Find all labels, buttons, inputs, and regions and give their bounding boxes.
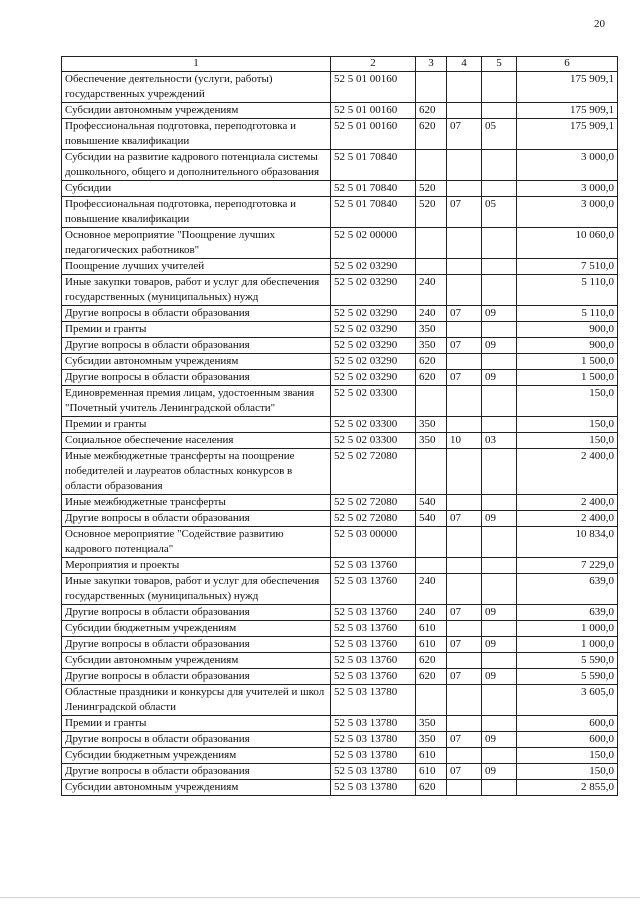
row-col5-cell: 09	[482, 764, 517, 780]
row-code-cell: 52 5 03 13780	[331, 748, 416, 764]
row-name-cell: Премии и гранты	[62, 417, 331, 433]
row-name-cell: Основное мероприятие "Содействие развитию кадрового потенциала"	[62, 527, 331, 558]
row-amount-cell: 600,0	[517, 732, 618, 748]
table-row	[62, 181, 618, 197]
row-name-cell: Другие вопросы в области образования	[62, 732, 331, 748]
row-col4-cell	[447, 653, 482, 669]
row-code-cell: 52 5 03 13760	[331, 621, 416, 637]
row-name-cell: Другие вопросы в области образования	[62, 669, 331, 685]
row-col3-cell	[416, 527, 447, 558]
row-amount-cell: 150,0	[517, 386, 618, 417]
row-col5-cell	[482, 72, 517, 103]
table-row	[62, 259, 618, 275]
header-col-6: 6	[517, 57, 618, 72]
row-col5-cell	[482, 228, 517, 259]
table-row	[62, 669, 618, 685]
row-col5-cell	[482, 716, 517, 732]
row-col5-cell	[482, 354, 517, 370]
row-code-cell: 52 5 02 72080	[331, 495, 416, 511]
row-col4-cell	[447, 322, 482, 338]
row-col4-cell	[447, 181, 482, 197]
row-code-cell: 52 5 02 03290	[331, 370, 416, 386]
row-col4-cell	[447, 527, 482, 558]
header-col-2: 2	[331, 57, 416, 72]
row-code-cell: 52 5 02 03290	[331, 338, 416, 354]
table-row	[62, 574, 618, 605]
row-name-cell: Основное мероприятие "Поощрение лучших педагогических работников"	[62, 228, 331, 259]
row-col4-cell	[447, 558, 482, 574]
table-row	[62, 653, 618, 669]
row-amount-cell: 1 000,0	[517, 621, 618, 637]
row-name-cell: Субсидии автономным учреждениям	[62, 780, 331, 796]
row-col3-cell: 610	[416, 621, 447, 637]
row-col4-cell: 07	[447, 669, 482, 685]
row-col3-cell: 620	[416, 119, 447, 150]
row-code-cell: 52 5 03 13780	[331, 732, 416, 748]
row-col4-cell	[447, 716, 482, 732]
row-col5-cell	[482, 495, 517, 511]
row-amount-cell: 175 909,1	[517, 103, 618, 119]
row-col4-cell	[447, 574, 482, 605]
row-code-cell: 52 5 03 13760	[331, 605, 416, 621]
row-col5-cell	[482, 527, 517, 558]
row-code-cell: 52 5 02 03290	[331, 306, 416, 322]
row-col5-cell: 09	[482, 511, 517, 527]
page-number: 20	[594, 18, 605, 30]
row-amount-cell: 900,0	[517, 338, 618, 354]
row-col4-cell: 07	[447, 511, 482, 527]
row-name-cell: Субсидии автономным учреждениям	[62, 103, 331, 119]
row-col5-cell	[482, 621, 517, 637]
row-col3-cell: 350	[416, 417, 447, 433]
row-amount-cell: 5 110,0	[517, 306, 618, 322]
row-name-cell: Единовременная премия лицам, удостоенным звания "Почетный учитель Ленинградской области"	[62, 386, 331, 417]
table-row	[62, 732, 618, 748]
row-col5-cell	[482, 653, 517, 669]
row-col5-cell	[482, 259, 517, 275]
row-amount-cell: 5 590,0	[517, 653, 618, 669]
table-row	[62, 621, 618, 637]
row-amount-cell: 2 855,0	[517, 780, 618, 796]
row-amount-cell: 3 605,0	[517, 685, 618, 716]
row-name-cell: Субсидии бюджетным учреждениям	[62, 621, 331, 637]
header-col-4: 4	[447, 57, 482, 72]
row-amount-cell: 1 000,0	[517, 637, 618, 653]
row-code-cell: 52 5 01 00160	[331, 103, 416, 119]
row-amount-cell: 150,0	[517, 764, 618, 780]
row-col5-cell	[482, 150, 517, 181]
row-col3-cell: 350	[416, 338, 447, 354]
row-col3-cell	[416, 685, 447, 716]
row-col5-cell: 05	[482, 197, 517, 228]
table-row	[62, 511, 618, 527]
row-name-cell: Другие вопросы в области образования	[62, 370, 331, 386]
row-amount-cell: 5 590,0	[517, 669, 618, 685]
row-name-cell: Субсидии автономным учреждениям	[62, 354, 331, 370]
table-row	[62, 716, 618, 732]
table-row	[62, 338, 618, 354]
row-name-cell: Обеспечение деятельности (услуги, работы) государственных учреждений	[62, 72, 331, 103]
header-col-5: 5	[482, 57, 517, 72]
row-col5-cell	[482, 103, 517, 119]
row-col3-cell: 540	[416, 511, 447, 527]
row-code-cell: 52 5 02 03300	[331, 417, 416, 433]
row-col5-cell	[482, 780, 517, 796]
row-col5-cell	[482, 386, 517, 417]
row-col5-cell	[482, 275, 517, 306]
row-col4-cell	[447, 150, 482, 181]
table-row	[62, 322, 618, 338]
row-amount-cell: 10 060,0	[517, 228, 618, 259]
table-row	[62, 764, 618, 780]
row-col5-cell: 09	[482, 732, 517, 748]
row-code-cell: 52 5 03 13780	[331, 764, 416, 780]
row-name-cell: Иные закупки товаров, работ и услуг для обеспечения государственных (муниципальных) нужд	[62, 275, 331, 306]
table-row	[62, 605, 618, 621]
row-col3-cell: 610	[416, 764, 447, 780]
table-header-row	[62, 57, 618, 72]
row-col3-cell: 540	[416, 495, 447, 511]
row-col5-cell: 09	[482, 306, 517, 322]
row-col5-cell	[482, 574, 517, 605]
row-col4-cell	[447, 72, 482, 103]
row-col3-cell: 520	[416, 181, 447, 197]
row-col4-cell	[447, 354, 482, 370]
row-amount-cell: 150,0	[517, 748, 618, 764]
row-col4-cell: 07	[447, 197, 482, 228]
row-col5-cell	[482, 449, 517, 495]
row-name-cell: Премии и гранты	[62, 716, 331, 732]
row-amount-cell: 2 400,0	[517, 495, 618, 511]
row-col3-cell	[416, 449, 447, 495]
row-name-cell: Профессиональная подготовка, переподготовка и повышение квалификации	[62, 119, 331, 150]
row-col3-cell: 620	[416, 370, 447, 386]
row-col4-cell	[447, 228, 482, 259]
row-col4-cell: 07	[447, 119, 482, 150]
row-name-cell: Другие вопросы в области образования	[62, 338, 331, 354]
row-code-cell: 52 5 02 72080	[331, 449, 416, 495]
row-col4-cell: 10	[447, 433, 482, 449]
row-code-cell: 52 5 02 72080	[331, 511, 416, 527]
row-code-cell: 52 5 02 03290	[331, 354, 416, 370]
row-col5-cell	[482, 748, 517, 764]
row-amount-cell: 175 909,1	[517, 119, 618, 150]
row-amount-cell: 3 000,0	[517, 181, 618, 197]
table-row	[62, 275, 618, 306]
table-row	[62, 685, 618, 716]
row-name-cell: Другие вопросы в области образования	[62, 637, 331, 653]
row-col3-cell: 620	[416, 103, 447, 119]
row-col3-cell: 350	[416, 433, 447, 449]
row-code-cell: 52 5 03 13780	[331, 716, 416, 732]
row-name-cell: Субсидии автономным учреждениям	[62, 653, 331, 669]
row-code-cell: 52 5 02 03300	[331, 386, 416, 417]
table-row	[62, 103, 618, 119]
row-code-cell: 52 5 03 13760	[331, 574, 416, 605]
table-row	[62, 495, 618, 511]
row-col5-cell	[482, 322, 517, 338]
table-row	[62, 354, 618, 370]
row-amount-cell: 1 500,0	[517, 370, 618, 386]
row-col3-cell	[416, 72, 447, 103]
row-code-cell: 52 5 01 00160	[331, 119, 416, 150]
row-name-cell: Областные праздники и конкурсы для учителей и школ Ленинградской области	[62, 685, 331, 716]
row-amount-cell: 7 229,0	[517, 558, 618, 574]
row-name-cell: Мероприятия и проекты	[62, 558, 331, 574]
row-code-cell: 52 5 01 70840	[331, 197, 416, 228]
page-bottom-edge	[0, 897, 640, 898]
table-row	[62, 748, 618, 764]
row-code-cell: 52 5 01 70840	[331, 150, 416, 181]
row-name-cell: Субсидии на развитие кадрового потенциала системы дошкольного, общего и дополнительного образования	[62, 150, 331, 181]
table-row	[62, 449, 618, 495]
row-name-cell: Иные межбюджетные трансферты	[62, 495, 331, 511]
row-name-cell: Субсидии бюджетным учреждениям	[62, 748, 331, 764]
row-code-cell: 52 5 02 03290	[331, 259, 416, 275]
row-col5-cell: 09	[482, 338, 517, 354]
header-col-3: 3	[416, 57, 447, 72]
row-amount-cell: 10 834,0	[517, 527, 618, 558]
row-col3-cell: 240	[416, 275, 447, 306]
row-name-cell: Поощрение лучших учителей	[62, 259, 331, 275]
table-row	[62, 197, 618, 228]
row-col4-cell	[447, 259, 482, 275]
table-row	[62, 72, 618, 103]
header-col-1: 1	[62, 57, 331, 72]
budget-table	[61, 56, 618, 796]
row-code-cell: 52 5 03 13760	[331, 669, 416, 685]
row-col3-cell: 620	[416, 653, 447, 669]
row-col3-cell: 240	[416, 306, 447, 322]
row-name-cell: Социальное обеспечение населения	[62, 433, 331, 449]
row-col3-cell: 610	[416, 748, 447, 764]
row-col3-cell: 240	[416, 574, 447, 605]
row-col5-cell: 05	[482, 119, 517, 150]
row-col5-cell	[482, 417, 517, 433]
row-col4-cell	[447, 780, 482, 796]
row-name-cell: Другие вопросы в области образования	[62, 605, 331, 621]
row-col4-cell: 07	[447, 370, 482, 386]
row-code-cell: 52 5 03 13760	[331, 653, 416, 669]
row-col4-cell	[447, 417, 482, 433]
row-col5-cell: 03	[482, 433, 517, 449]
row-name-cell: Иные закупки товаров, работ и услуг для обеспечения государственных (муниципальных) нужд	[62, 574, 331, 605]
row-col3-cell	[416, 558, 447, 574]
row-col4-cell: 07	[447, 732, 482, 748]
row-col4-cell	[447, 495, 482, 511]
row-code-cell: 52 5 03 13760	[331, 637, 416, 653]
row-code-cell: 52 5 01 70840	[331, 181, 416, 197]
row-amount-cell: 1 500,0	[517, 354, 618, 370]
row-col5-cell	[482, 685, 517, 716]
row-code-cell: 52 5 01 00160	[331, 72, 416, 103]
row-col5-cell: 09	[482, 637, 517, 653]
row-col4-cell: 07	[447, 338, 482, 354]
row-amount-cell: 639,0	[517, 605, 618, 621]
row-col5-cell: 09	[482, 669, 517, 685]
row-code-cell: 52 5 02 00000	[331, 228, 416, 259]
row-col3-cell: 240	[416, 605, 447, 621]
row-amount-cell: 150,0	[517, 433, 618, 449]
row-amount-cell: 7 510,0	[517, 259, 618, 275]
row-col4-cell	[447, 275, 482, 306]
row-name-cell: Другие вопросы в области образования	[62, 306, 331, 322]
row-col5-cell: 09	[482, 370, 517, 386]
table-row	[62, 433, 618, 449]
row-col4-cell	[447, 621, 482, 637]
row-col5-cell	[482, 558, 517, 574]
row-amount-cell: 600,0	[517, 716, 618, 732]
table-row	[62, 119, 618, 150]
row-amount-cell: 900,0	[517, 322, 618, 338]
table-row	[62, 417, 618, 433]
row-col4-cell	[447, 449, 482, 495]
row-col5-cell	[482, 181, 517, 197]
table-row	[62, 228, 618, 259]
row-amount-cell: 2 400,0	[517, 449, 618, 495]
row-col3-cell: 350	[416, 322, 447, 338]
row-amount-cell: 175 909,1	[517, 72, 618, 103]
row-code-cell: 52 5 03 13780	[331, 685, 416, 716]
table-row	[62, 150, 618, 181]
row-amount-cell: 3 000,0	[517, 150, 618, 181]
row-col3-cell	[416, 386, 447, 417]
row-col4-cell	[447, 103, 482, 119]
row-col4-cell: 07	[447, 637, 482, 653]
row-col4-cell: 07	[447, 605, 482, 621]
row-amount-cell: 2 400,0	[517, 511, 618, 527]
table-row	[62, 386, 618, 417]
row-col3-cell	[416, 150, 447, 181]
row-col5-cell: 09	[482, 605, 517, 621]
row-amount-cell: 150,0	[517, 417, 618, 433]
row-col3-cell: 620	[416, 669, 447, 685]
row-col3-cell	[416, 228, 447, 259]
table-row	[62, 370, 618, 386]
row-col4-cell	[447, 685, 482, 716]
row-code-cell: 52 5 03 00000	[331, 527, 416, 558]
row-name-cell: Субсидии	[62, 181, 331, 197]
row-code-cell: 52 5 02 03290	[331, 275, 416, 306]
row-name-cell: Другие вопросы в области образования	[62, 511, 331, 527]
row-col3-cell: 620	[416, 354, 447, 370]
row-col4-cell: 07	[447, 306, 482, 322]
row-col4-cell: 07	[447, 764, 482, 780]
row-col3-cell: 520	[416, 197, 447, 228]
row-amount-cell: 5 110,0	[517, 275, 618, 306]
table-row	[62, 558, 618, 574]
table-row	[62, 637, 618, 653]
row-amount-cell: 639,0	[517, 574, 618, 605]
row-col4-cell	[447, 748, 482, 764]
row-col4-cell	[447, 386, 482, 417]
row-code-cell: 52 5 03 13780	[331, 780, 416, 796]
row-name-cell: Премии и гранты	[62, 322, 331, 338]
row-code-cell: 52 5 03 13760	[331, 558, 416, 574]
row-col3-cell: 350	[416, 716, 447, 732]
row-name-cell: Другие вопросы в области образования	[62, 764, 331, 780]
row-col3-cell: 350	[416, 732, 447, 748]
row-amount-cell: 3 000,0	[517, 197, 618, 228]
table-row	[62, 780, 618, 796]
table-row	[62, 527, 618, 558]
row-name-cell: Профессиональная подготовка, переподготовка и повышение квалификации	[62, 197, 331, 228]
table-row	[62, 306, 618, 322]
row-code-cell: 52 5 02 03290	[331, 322, 416, 338]
row-name-cell: Иные межбюджетные трансферты на поощрение победителей и лауреатов областных конкурсов в области образования	[62, 449, 331, 495]
row-col3-cell: 610	[416, 637, 447, 653]
row-col3-cell: 620	[416, 780, 447, 796]
row-col3-cell	[416, 259, 447, 275]
row-code-cell: 52 5 02 03300	[331, 433, 416, 449]
